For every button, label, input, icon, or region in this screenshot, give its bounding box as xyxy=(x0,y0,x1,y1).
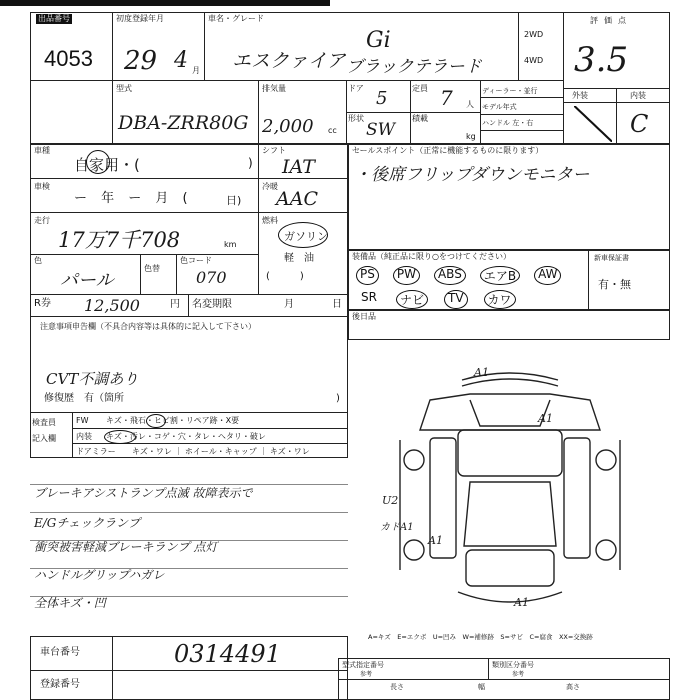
disp-value: 2,000 xyxy=(262,116,314,137)
model-value: DBA-ZRR80G xyxy=(118,112,249,134)
reg-year: 29 xyxy=(124,46,158,76)
lot-label: 出品番号 xyxy=(38,14,70,23)
ac-value: AAC xyxy=(276,188,318,210)
reg-label: 初度登録年月 xyxy=(116,14,164,23)
dim-width: 幅 xyxy=(478,683,485,691)
stamp-label-1: 型式指定番号 xyxy=(342,661,384,669)
note-2: E/Gチェックランプ xyxy=(34,516,141,530)
model-year-label: モデル年式 xyxy=(482,103,517,111)
capacity-unit: 人 xyxy=(466,100,474,109)
after-section xyxy=(348,310,670,340)
inspector-mirror-text: キズ・ワレ ｜ ホイール・キャップ ｜ キズ・ワレ xyxy=(132,447,310,456)
color-label: 色 xyxy=(34,256,42,265)
sales-label: セールスポイント（正常に機能するものに限ります） xyxy=(352,146,544,155)
interior-grade: C xyxy=(630,110,649,138)
color-value: パール xyxy=(60,270,114,291)
inspector-fw-text: キズ・飛石・ヒビ割・リペア跡・X要 xyxy=(106,416,240,425)
equipment-row2 xyxy=(358,290,516,309)
mileage-unit: km xyxy=(224,240,237,249)
colorcode-label: 色コード xyxy=(180,256,212,265)
diagram-legend: A=キズ E=エクボ U=凹み W=補修跡 S=サビ C=腐食 XX=交換跡 xyxy=(368,633,593,641)
diag-mark-5: カドA1 xyxy=(380,522,414,533)
nameexp-month: 月 xyxy=(284,299,294,310)
exterior-label: 外装 xyxy=(572,91,588,100)
equip-ps: PS xyxy=(356,266,379,285)
recycle-label: R券 xyxy=(34,298,51,309)
shift-label: シフト xyxy=(262,146,286,155)
shape-label: 形状 xyxy=(348,114,364,123)
inspector-mirror-key: ドアミラー xyxy=(76,447,116,456)
reg-month: 4 xyxy=(174,48,188,73)
diag-mark-1: A1 xyxy=(474,366,489,379)
stamp-sub-2: 参考 xyxy=(512,671,525,678)
stamp-label-2: 類別区分番号 xyxy=(492,661,534,669)
note-3: 衝突被害軽減ブレーキランプ 点灯 xyxy=(34,540,218,554)
equipment-label: 装備品（純正品に限り○をつけてください） xyxy=(352,252,511,261)
doors-value: 5 xyxy=(376,88,388,109)
equip-navi: ナビ xyxy=(396,290,428,309)
dealer-label: ディーラー・並行 xyxy=(482,87,538,95)
new-warranty-value: 有・無 xyxy=(598,278,631,291)
diag-mark-4: A1 xyxy=(428,534,443,547)
repair-label: 修復歴 有（箇所 xyxy=(44,393,124,404)
recycle-unit: 円 xyxy=(170,299,180,310)
nameexp-label: 名変期限 xyxy=(192,299,232,310)
chassis-label: 車台番号 xyxy=(40,647,80,658)
new-warranty-label: 新車保証書 xyxy=(594,254,629,262)
repair-close: ) xyxy=(336,393,340,404)
month-suffix: 月 xyxy=(192,66,200,75)
usage-close: ) xyxy=(248,156,253,170)
grade-line1: Gi xyxy=(366,28,391,53)
score-label: 評価点 xyxy=(590,16,632,25)
mileage-label: 走行 xyxy=(34,216,50,225)
drive-4wd: 4WD xyxy=(524,56,544,65)
capacity-label: 定員 xyxy=(412,84,428,93)
fw-circle xyxy=(146,414,166,428)
note-4: ハンドルグリップハガレ xyxy=(34,568,165,582)
load-unit: kg xyxy=(466,132,476,141)
equip-tv: TV xyxy=(444,290,468,309)
colorchange-label: 色替 xyxy=(144,264,160,273)
colorcode-value: 070 xyxy=(196,268,227,287)
nameexp-day: 日 xyxy=(332,299,342,310)
fuel-paren: ( ) xyxy=(266,271,304,282)
equip-abs: ABS xyxy=(434,266,466,285)
equip-airbag: エアB xyxy=(480,266,520,285)
sales-text: ・後席フリップダウンモニター xyxy=(354,165,590,185)
interior-label: 内装 xyxy=(630,91,646,100)
capacity-value: 7 xyxy=(440,86,453,110)
equip-pw: PW xyxy=(393,266,420,285)
notice-label: 注意事項申告欄（不具合内容等は具体的に記入して下さい） xyxy=(40,322,256,331)
fuel-label: 燃料 xyxy=(262,216,278,225)
plate-label: 登録番号 xyxy=(40,679,80,690)
after-label: 後日品 xyxy=(352,312,376,321)
equip-aw: AW xyxy=(534,266,561,285)
shape-value: SW xyxy=(366,120,396,140)
car-diagram xyxy=(370,360,650,620)
int-circle xyxy=(104,430,136,444)
fuel-light: 軽 油 xyxy=(284,253,314,264)
inspector-label2: 記入欄 xyxy=(32,434,56,443)
shift-value: IAT xyxy=(282,156,315,178)
disp-label: 排気量 xyxy=(262,84,286,93)
ac-label: 冷暖 xyxy=(262,182,278,191)
exterior-slash xyxy=(574,106,612,142)
doors-label: ドア xyxy=(348,84,364,93)
equipment-row1 xyxy=(356,266,561,285)
name-label: 車名・グレード xyxy=(208,14,264,23)
inspection-label: 車検 xyxy=(34,182,50,191)
diag-mark-3: U2 xyxy=(382,494,399,507)
equip-sr: SR xyxy=(361,290,377,304)
handle-label: ハンドル 左・右 xyxy=(482,119,534,127)
inspector-int-key: 内装 xyxy=(76,432,92,441)
grade-line2: ブラックテラード xyxy=(346,57,482,77)
inspection-value: ー 年 ー 月 ( xyxy=(74,191,188,206)
disp-unit: cc xyxy=(328,126,337,135)
recycle-value: 12,500 xyxy=(84,296,140,315)
usage-label: 車種 xyxy=(34,146,50,155)
notice-text: CVT不調あり xyxy=(46,370,139,388)
header-bar xyxy=(0,0,330,6)
inspector-int-text: キズ・汚レ・コゲ・穴・タレ・ヘタリ・破レ xyxy=(106,432,266,441)
fuel-value: ガソリン xyxy=(284,230,328,243)
usage-circle xyxy=(86,150,110,174)
note-5: 全体キズ・凹 xyxy=(34,596,106,610)
mileage-value: 17万7千708 xyxy=(58,228,181,252)
drive-2wd: 2WD xyxy=(524,30,544,39)
dim-height: 高さ xyxy=(566,683,580,691)
diag-mark-2: A1 xyxy=(538,412,553,425)
inspection-day: 日) xyxy=(226,194,242,207)
stamp-sub-1: 参考 xyxy=(360,671,373,678)
fuel-circle xyxy=(278,222,328,248)
car-name: エスクァイア xyxy=(232,50,346,72)
dim-length: 長さ xyxy=(390,683,404,691)
score-value: 3.5 xyxy=(574,40,629,80)
diag-mark-6: A1 xyxy=(514,596,529,609)
inspector-fw-key: FW xyxy=(76,416,89,425)
lot-number: 4053 xyxy=(44,46,93,71)
equip-kawa: カワ xyxy=(484,290,516,309)
usage-value: 自家用・( xyxy=(74,156,140,174)
note-1: ブレーキアシストランプ点滅 故障表示で xyxy=(34,486,253,500)
inspector-label1: 検査員 xyxy=(32,418,56,427)
load-label: 積載 xyxy=(412,114,428,123)
model-label: 型式 xyxy=(116,84,132,93)
chassis-value: 0314491 xyxy=(174,640,281,668)
